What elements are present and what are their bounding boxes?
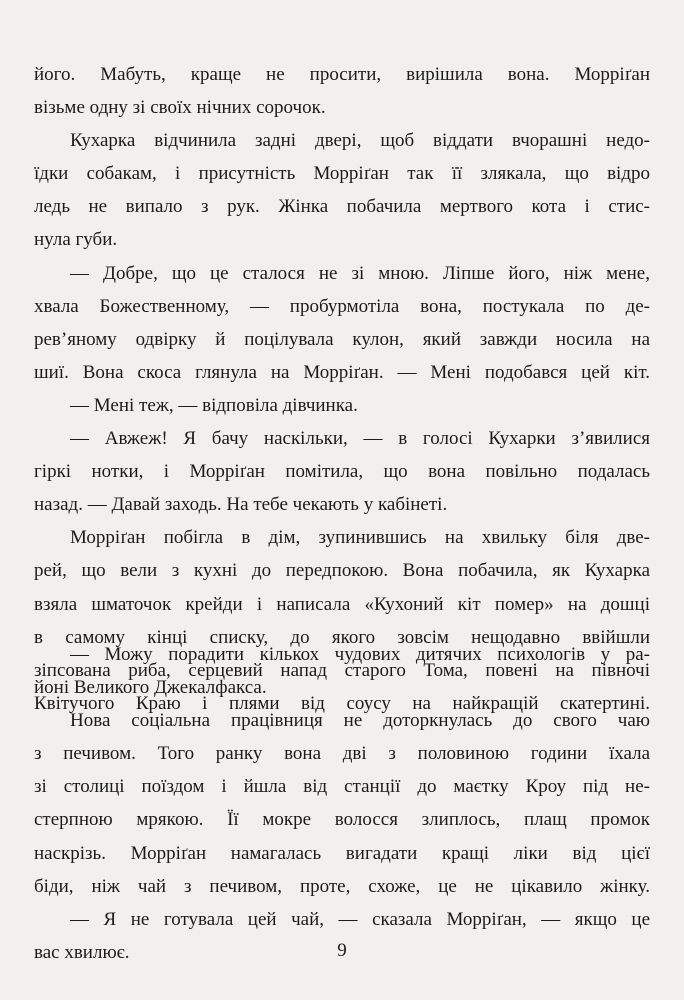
text-section-top	[34, 58, 650, 720]
text-line: стерпною мрякою. Її мокре волосся злиплось, плащ промок	[34, 809, 650, 831]
text-line: — Авжеж! Я бачу наскільки, — в голосі Кухарки з’явилися	[70, 428, 650, 450]
text-line: наскрізь. Морріґан намагалась вигадати кращі ліки від цієї	[34, 842, 650, 864]
text-line: в самому кінці списку, до якого зовсім нещодавно ввійшли	[34, 626, 650, 648]
text-line: зі столиці поїздом і йшла від станції до маєтку Кроу під не-	[34, 776, 650, 798]
text-line: ледь не випало з рук. Жінка побачила мертвого кота і стис-	[34, 196, 650, 218]
text-line: — Мені теж, — відповіла дівчинка.	[70, 394, 358, 416]
text-line: шиї. Вона скоса глянула на Морріґан. — Мені подобався цей кіт.	[34, 361, 650, 383]
text-line: зіпсована риба, серцевий напад старого Тома, повені на півночі	[34, 659, 650, 681]
text-line: їдки собакам, і присутність Морріґан так її злякала, що відро	[34, 163, 650, 185]
paragraph	[34, 58, 650, 124]
text-line: — Я не готувала цей чай, — сказала Морріґан, — якщо це	[70, 908, 650, 930]
text-line: Кухарка відчинила задні двері, щоб віддати вчорашні недо-	[70, 130, 650, 152]
text-line: з печивом. Того ранку вона дві з половиною години їхала	[34, 743, 650, 765]
text-line: Нова соціальна працівниця не доторкнулась до свого чаю	[70, 710, 650, 732]
paragraph	[34, 389, 650, 422]
text-line: назад. — Давай заходь. На тебе чекають у кабінеті.	[34, 494, 448, 516]
text-line: — Можу порадити кількох чудових дитячих психологів у ра-	[70, 644, 650, 665]
text-line: рев’яному одвірку й поцілувала кулон, який завжди носила на	[34, 328, 650, 350]
paragraph	[34, 257, 650, 389]
text-section-bottom	[34, 638, 650, 969]
text-line: візьме одну зі своїх нічних сорочок.	[34, 97, 326, 119]
text-line: вас хвилює.	[34, 941, 130, 963]
text-line: — Добре, що це сталося не зі мною. Ліпше його, ніж мене,	[70, 262, 650, 284]
text-line: його. Мабуть, краще не просити, вирішила вона. Морріґан	[34, 64, 650, 85]
text-line: гіркі нотки, і Морріґан помітила, що вона повільно подалась	[34, 461, 650, 483]
text-line: нула губи.	[34, 229, 118, 251]
page-number: 9	[337, 940, 347, 961]
text-line: біди, ніж чай з печивом, проте, схоже, це не цікавило жінку.	[34, 875, 650, 897]
text-line: Квітучого Краю і плями від соусу на найкращій скатертині.	[34, 692, 650, 714]
text-line: взяла шматочок крейди і написала «Кухоний кіт помер» на дошці	[34, 593, 650, 615]
paragraph	[34, 124, 650, 256]
text-line: Морріґан побігла в дім, зупинившись на хвильку біля две-	[70, 527, 650, 549]
paragraph	[34, 422, 650, 521]
paragraph	[34, 638, 650, 704]
text-line: рей, що вели з кухні до передпокою. Вона побачила, як Кухарка	[34, 560, 650, 582]
paragraph	[34, 704, 650, 903]
text-line: хвала Божественному, — пробурмотіла вона, постукала по де-	[34, 295, 650, 317]
text-line: йоні Великого Джекалфакса.	[34, 677, 267, 699]
